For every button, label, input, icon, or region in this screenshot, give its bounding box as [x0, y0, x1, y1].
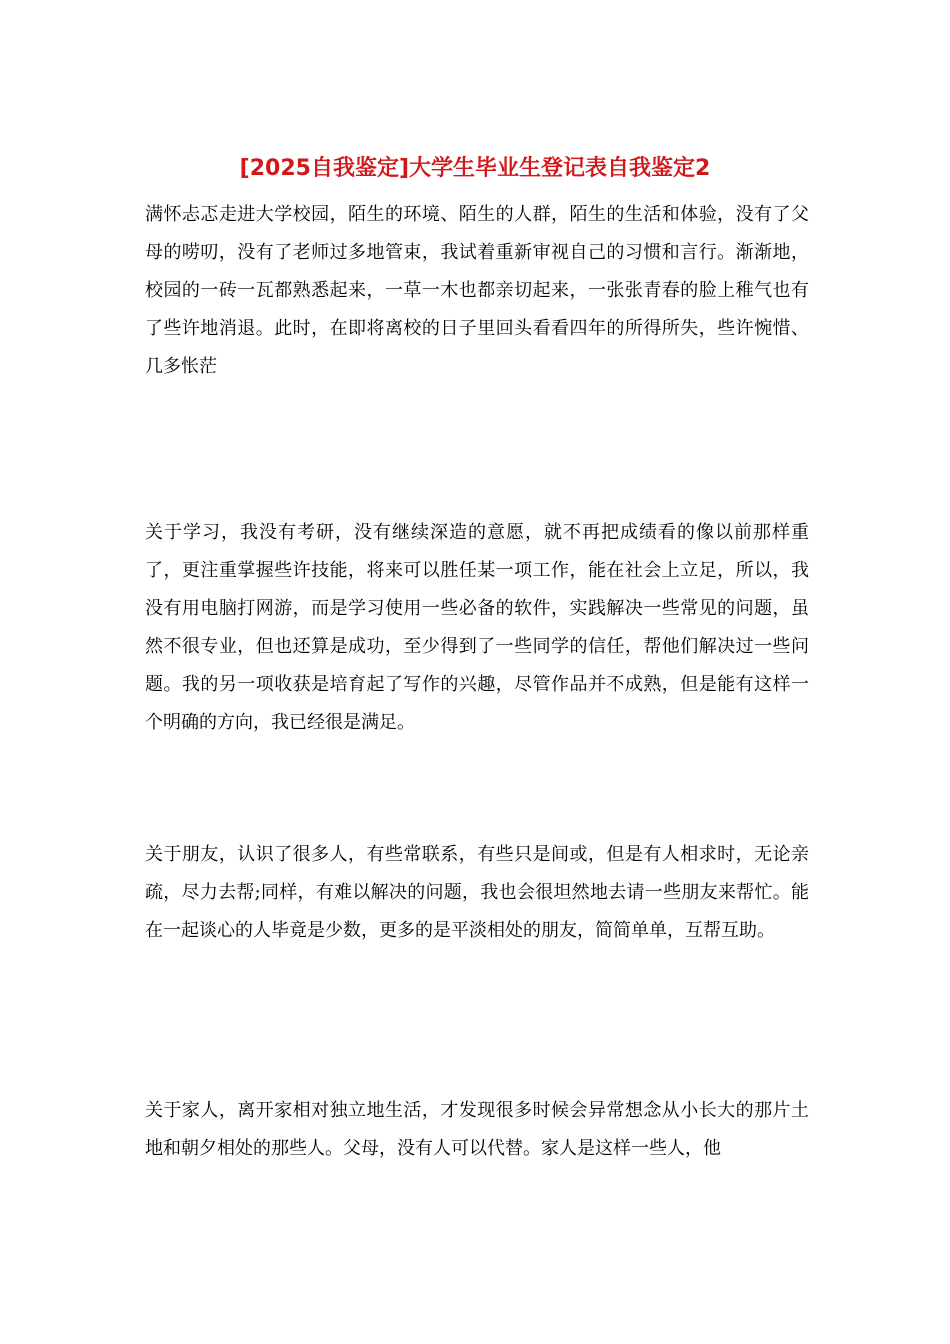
- document-title: [2025自我鉴定]大学生毕业生登记表自我鉴定2: [239, 156, 711, 181]
- paragraph-family: 关于家人，离开家相对独立地生活，才发现很多时候会异常想念从小长大的那片土地和朝夕相处的那些人。父母，没有人可以代替。家人是这样一些人，他: [145, 1100, 809, 1159]
- paragraph-intro: 满怀忐忑走进大学校园，陌生的环境、陌生的人群，陌生的生活和体验，没有了父母的唠叨，没有了老师过多地管束，我试着重新审视自己的习惯和言行。渐渐地，校园的一砖一瓦都熟悉起来，一草一木也都亲切起来，一张张青春的脸上稚气也有了些许地消退。此时，在即将离校的日子里回头看看四年的所得所失，些许惋惜、几多怅茫: [145, 204, 809, 377]
- paragraph-friends: 关于朋友，认识了很多人，有些常联系，有些只是间或，但是有人相求时，无论亲疏，尽力去帮;同样，有难以解决的问题，我也会很坦然地去请一些朋友来帮忙。能在一起谈心的人毕竟是少数，更多的是平淡相处的朋友，简简单单，互帮互助。: [145, 844, 809, 941]
- paragraph-study: 关于学习，我没有考研，没有继续深造的意愿，就不再把成绩看的像以前那样重了，更注重掌握些许技能，将来可以胜任某一项工作，能在社会上立足，所以，我没有用电脑打网游，而是学习使用一些必备的软件，实践解决一些常见的问题，虽然不很专业，但也还算是成功，至少得到了一些同学的信任，帮他们解决过一些问题。我的另一项收获是培育起了写作的兴趣，尽管作品并不成熟，但是能有这样一个明确的方向，我已经很是满足。: [145, 522, 809, 733]
